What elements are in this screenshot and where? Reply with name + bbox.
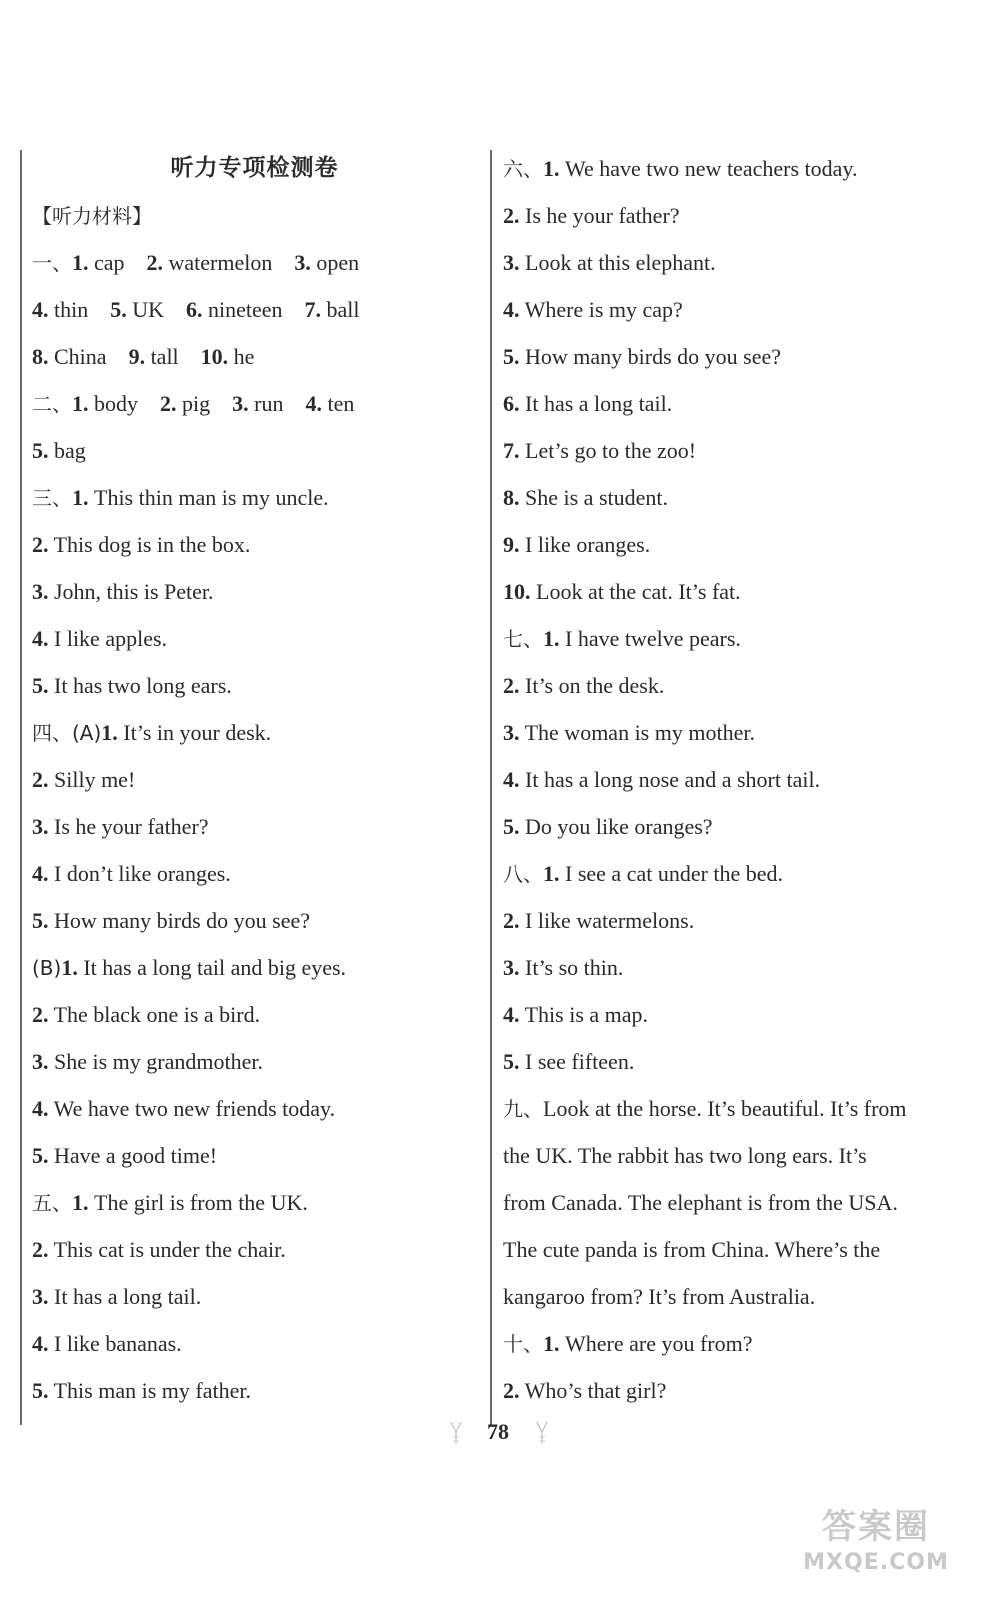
item-text: It has two long ears. (48, 673, 232, 698)
item-number: 8. (32, 344, 49, 369)
s6-item-4 (503, 286, 963, 333)
s3-item-2 (32, 521, 477, 568)
item-number: 5. (32, 673, 49, 698)
item-number: 7. (503, 438, 520, 463)
item-number: 2. (32, 532, 49, 557)
item-number: 2. (32, 1002, 49, 1027)
section-head: 十、 (503, 1332, 543, 1356)
item-text: It has a long tail. (519, 391, 673, 416)
item-text: I like bananas. (48, 1331, 182, 1356)
item-text: This cat is under the chair. (48, 1237, 286, 1262)
s4a-item-2 (32, 756, 477, 803)
item-number: 1. (72, 391, 89, 416)
item-text: I like apples. (48, 626, 168, 651)
item-text: She is my grandmother. (48, 1049, 263, 1074)
item-text: ten (321, 391, 355, 416)
s6-item-3 (503, 239, 963, 286)
s4b-item-4 (32, 1085, 477, 1132)
s6-item-6 (503, 380, 963, 427)
item-number: 3. (32, 814, 49, 839)
s7-item-1 (503, 615, 963, 662)
s5-item-2 (32, 1226, 477, 1273)
item-text: The woman is my mother. (519, 720, 755, 745)
item-number: 9. (128, 344, 146, 369)
item-number: 4. (503, 1002, 520, 1027)
answer-item (72, 391, 138, 416)
section-head: (B) (32, 956, 62, 980)
s5-item-3 (32, 1273, 477, 1320)
s4a-item-1 (32, 709, 477, 756)
s7-item-2 (503, 662, 963, 709)
item-number: 8. (503, 485, 520, 510)
s6-item-7 (503, 427, 963, 474)
item-number: 3. (32, 579, 49, 604)
s10-item-1 (503, 1320, 963, 1367)
item-number: 5. (32, 1378, 49, 1403)
item-number: 3. (503, 250, 520, 275)
item-text: Is he your father? (48, 814, 209, 839)
item-text: he (228, 344, 255, 369)
item-text: This dog is in the box. (48, 532, 251, 557)
s7-item-3 (503, 709, 963, 756)
column-rule-left (20, 150, 22, 1425)
item-number: 7. (304, 297, 322, 322)
s9-line-3 (503, 1179, 963, 1226)
column-rule-middle (490, 150, 492, 1425)
s6-item-9 (503, 521, 963, 568)
item-text: It’s on the desk. (519, 673, 665, 698)
s8-item-4 (503, 991, 963, 1038)
s2-row2 (32, 427, 477, 474)
item-text: Look at this elephant. (519, 250, 716, 275)
s4b-item-1 (32, 944, 477, 991)
answer-item (305, 391, 354, 416)
page-number: 78 (487, 1419, 509, 1444)
section-head: 七、 (503, 627, 543, 651)
s1-row1 (32, 239, 477, 286)
item-number: 2. (146, 250, 164, 275)
item-number: 3. (503, 955, 520, 980)
item-text: bag (48, 438, 86, 463)
s4b-item-3 (32, 1038, 477, 1085)
section-label-text: 【听力材料】 (32, 204, 152, 228)
item-number: 1. (72, 1190, 89, 1215)
item-text: China (48, 344, 107, 369)
s6-item-8 (503, 474, 963, 521)
answer-item (147, 250, 273, 275)
s8-item-2 (503, 897, 963, 944)
item-number: 1. (72, 485, 89, 510)
item-number: 6. (503, 391, 520, 416)
answer-item (72, 250, 125, 275)
s8-item-3 (503, 944, 963, 991)
s6-item-5 (503, 333, 963, 380)
item-number: 2. (503, 203, 520, 228)
section-head: 二、 (32, 392, 72, 416)
s7-item-4 (503, 756, 963, 803)
s5-item-1 (32, 1179, 477, 1226)
item-text: We have two new teachers today. (559, 156, 858, 181)
item-number: 3. (32, 1049, 49, 1074)
s4a-item-4 (32, 850, 477, 897)
item-number: 6. (186, 297, 203, 322)
answer-item (32, 297, 88, 322)
item-text: body (88, 391, 138, 416)
site-watermark (776, 1506, 976, 1586)
s3-item-3 (32, 568, 477, 615)
item-number: 1. (543, 861, 560, 886)
item-text: How many birds do you see? (519, 344, 782, 369)
item-text: thin (48, 297, 89, 322)
item-number: 4. (32, 861, 49, 886)
section-head: 六、 (503, 157, 543, 181)
item-text: tall (145, 344, 179, 369)
section-label (32, 192, 477, 239)
left-column (32, 145, 477, 1414)
s4a-item-5 (32, 897, 477, 944)
s4a-item-3 (32, 803, 477, 850)
item-text: I like watermelons. (519, 908, 695, 933)
item-number: 5. (503, 814, 520, 839)
item-number: 5. (32, 1143, 49, 1168)
leaf-ornament-right-icon (535, 1420, 549, 1446)
item-number: 3. (32, 1284, 49, 1309)
item-number: 5. (110, 297, 127, 322)
item-text: I like oranges. (519, 532, 651, 557)
item-number: 2. (160, 391, 177, 416)
item-number: 5. (503, 1049, 520, 1074)
item-number: 4. (32, 626, 49, 651)
item-text: John, this is Peter. (48, 579, 214, 604)
s3-item-4 (32, 615, 477, 662)
s9-line-4 (503, 1226, 963, 1273)
item-text: I see a cat under the bed. (559, 861, 784, 886)
passage-text: Look at the horse. It’s beautiful. It’s from (543, 1096, 907, 1121)
section-head: 三、 (32, 486, 72, 510)
item-text: The black one is a bird. (48, 1002, 261, 1027)
item-number: 5. (32, 438, 49, 463)
item-number: 1. (101, 720, 118, 745)
item-text: We have two new friends today. (48, 1096, 336, 1121)
item-text: Who’s that girl? (519, 1378, 667, 1403)
item-number: 4. (32, 1331, 49, 1356)
section-head: 四、(A) (32, 721, 102, 745)
item-number: 2. (32, 767, 49, 792)
answer-item (186, 297, 283, 322)
section-head: 九、 (503, 1097, 543, 1121)
s3-item-1 (32, 474, 477, 521)
item-text: The girl is from the UK. (88, 1190, 308, 1215)
passage-text: kangaroo from? It’s from Australia. (503, 1284, 816, 1309)
item-text: It has a long tail and big eyes. (77, 955, 347, 980)
answer-item (110, 297, 164, 322)
item-number: 2. (32, 1237, 49, 1262)
s6-item-2 (503, 192, 963, 239)
watermark-logo-text: 答案圈 (822, 1507, 930, 1547)
s1-row2 (32, 286, 477, 333)
item-text: This thin man is my uncle. (88, 485, 329, 510)
item-text: watermelon (163, 250, 273, 275)
section-head: 五、 (32, 1191, 72, 1215)
section-head: 一、 (32, 251, 72, 275)
s8-item-5 (503, 1038, 963, 1085)
s8-item-1 (503, 850, 963, 897)
s5-item-4 (32, 1320, 477, 1367)
item-text: She is a student. (519, 485, 668, 510)
item-number: 2. (503, 908, 520, 933)
answer-item (232, 391, 283, 416)
item-text: Silly me! (48, 767, 136, 792)
item-number: 10. (200, 344, 229, 369)
item-number: 2. (503, 1378, 520, 1403)
item-text: Look at the cat. It’s fat. (530, 579, 741, 604)
passage-text: from Canada. The elephant is from the USA. (503, 1190, 898, 1215)
item-text: run (248, 391, 284, 416)
passage-text: the UK. The rabbit has two long ears. It’s (503, 1143, 867, 1168)
s10-item-2 (503, 1367, 963, 1414)
answer-item (32, 344, 107, 369)
s9-line-1 (503, 1085, 963, 1132)
item-number: 4. (305, 391, 322, 416)
answer-item (201, 344, 255, 369)
item-text: It has a long tail. (48, 1284, 202, 1309)
watermark-domain: MXQE.COM (803, 1550, 949, 1575)
item-text: It’s so thin. (519, 955, 624, 980)
item-number: 1. (72, 250, 89, 275)
item-text: cap (88, 250, 125, 275)
item-number: 3. (232, 391, 249, 416)
item-number: 4. (32, 1096, 49, 1121)
item-number: 1. (543, 1331, 560, 1356)
passage-text: The cute panda is from China. Where’s the (503, 1237, 881, 1262)
item-text: Where is my cap? (519, 297, 683, 322)
item-number: 1. (61, 955, 78, 980)
item-text: Where are you from? (559, 1331, 753, 1356)
section-head: 八、 (503, 862, 543, 886)
item-text: This man is my father. (48, 1378, 251, 1403)
item-text: pig (176, 391, 211, 416)
item-text: I see fifteen. (519, 1049, 635, 1074)
item-text: How many birds do you see? (48, 908, 311, 933)
s6-item-10 (503, 568, 963, 615)
item-text: It has a long nose and a short tail. (519, 767, 821, 792)
item-text: It’s in your desk. (117, 720, 272, 745)
item-number: 10. (503, 579, 531, 604)
answer-item (160, 391, 210, 416)
item-number: 2. (503, 673, 520, 698)
s1-row3 (32, 333, 477, 380)
answer-item (305, 297, 360, 322)
item-number: 9. (503, 532, 520, 557)
item-text: I have twelve pears. (559, 626, 741, 651)
item-number: 4. (32, 297, 49, 322)
item-text: Do you like oranges? (519, 814, 713, 839)
item-number: 4. (503, 297, 520, 322)
s6-item-1 (503, 145, 963, 192)
item-number: 5. (32, 908, 49, 933)
item-text: Have a good time! (48, 1143, 218, 1168)
item-text: I don’t like oranges. (48, 861, 231, 886)
s4b-item-2 (32, 991, 477, 1038)
item-number: 1. (543, 626, 560, 651)
item-text: open (310, 250, 360, 275)
item-text: Is he your father? (519, 203, 680, 228)
s9-line-5 (503, 1273, 963, 1320)
s9-line-2 (503, 1132, 963, 1179)
s2-row1 (32, 380, 477, 427)
page-title: 听力专项检测卷 (170, 155, 339, 181)
item-text: This is a map. (519, 1002, 649, 1027)
s4b-item-5 (32, 1132, 477, 1179)
item-number: 4. (503, 767, 520, 792)
item-text: UK (126, 297, 165, 322)
item-text: ball (321, 297, 360, 322)
item-text: nineteen (202, 297, 283, 322)
item-number: 3. (503, 720, 520, 745)
item-number: 3. (294, 250, 311, 275)
answer-item (294, 250, 359, 275)
item-number: 5. (503, 344, 520, 369)
s3-item-5 (32, 662, 477, 709)
right-column (503, 145, 963, 1414)
s7-item-5 (503, 803, 963, 850)
s5-item-5 (32, 1367, 477, 1414)
answer-item (129, 344, 179, 369)
item-text: Let’s go to the zoo! (519, 438, 697, 463)
item-number: 1. (543, 156, 560, 181)
